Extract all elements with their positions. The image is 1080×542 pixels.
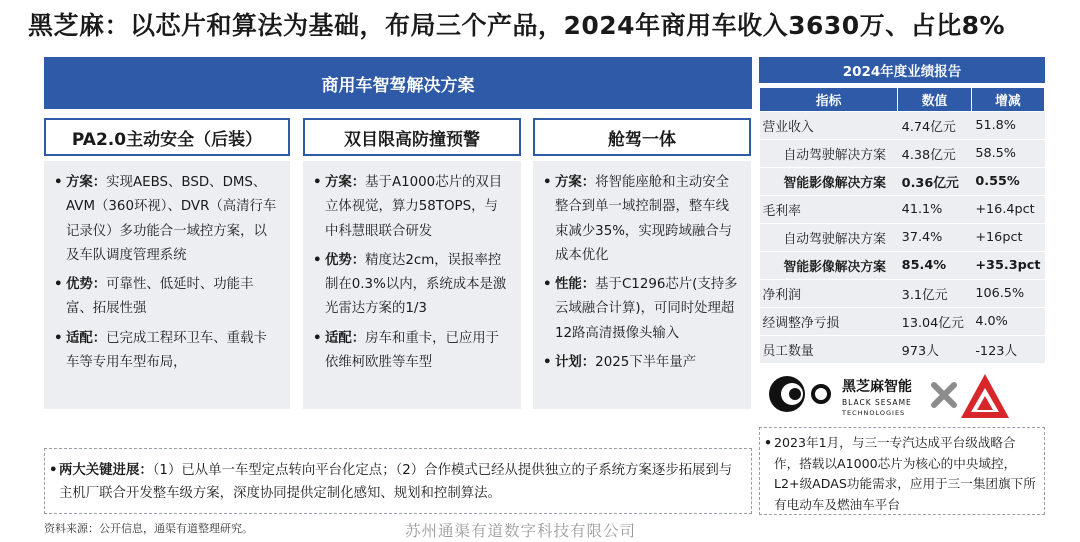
product-bullet	[545, 171, 739, 268]
change-cell: -123人	[971, 336, 1044, 364]
value-cell: 973人	[898, 336, 972, 364]
metric-cell: 经调整净亏损	[760, 308, 898, 336]
bullet-text: 可靠性、低延时、功能丰富、拓展性强	[66, 277, 254, 317]
black-sesame-logo	[769, 376, 829, 412]
header-metric: 指标	[760, 88, 898, 112]
value-cell: 41.1%	[898, 196, 972, 224]
table-row	[760, 336, 1045, 364]
value-cell: 4.38亿元	[898, 140, 972, 168]
bullet-label: 优势：	[325, 252, 366, 268]
bullet-label: 适配：	[66, 330, 107, 346]
logo-row	[759, 372, 1045, 424]
product-bullet	[545, 273, 739, 346]
bullet-label: 方案：	[66, 175, 107, 190]
logo-en2: TECHNOLOGIES	[842, 409, 906, 417]
section-header: 商用车智驾解决方案	[44, 57, 752, 109]
bullet-text: 实现AEBS、BSD、DMS、AVM（360环视）、DVR（高清行车记录仪）多功能合一域控方案，以及车队调度管理系统	[66, 175, 277, 263]
logo-cn: 黑芝麻智能	[842, 379, 912, 395]
product-bullet	[315, 171, 509, 244]
page-title: 黑芝麻：以芯片和算法为基础，布局三个产品，2024年商用车收入3630万、占比8%	[28, 11, 1006, 40]
table-row	[760, 252, 1045, 280]
value-cell: 4.74亿元	[898, 112, 972, 140]
change-cell: 106.5%	[971, 280, 1044, 308]
times-icon	[934, 385, 954, 405]
metric-cell: 智能影像解决方案	[760, 252, 898, 280]
product-title: PA2.0主动安全（后装）	[44, 118, 290, 156]
table-row	[760, 280, 1045, 308]
bullet-label: 计划：	[555, 355, 596, 371]
bullet-label: 性能：	[555, 277, 596, 293]
metric-cell: 自动驾驶解决方案	[760, 140, 898, 168]
change-cell: 51.8%	[971, 112, 1044, 140]
progress-label: 两大关键进展：	[59, 463, 153, 478]
value-cell: 0.36亿元	[898, 168, 972, 196]
metric-cell: 智能影像解决方案	[760, 168, 898, 196]
table-row	[760, 196, 1045, 224]
bullet-label: 适配：	[325, 330, 366, 346]
bullet-text: 2025下半年量产	[595, 355, 697, 371]
product-column-stereo	[303, 118, 521, 409]
performance-table	[759, 87, 1045, 364]
change-cell: 0.55%	[971, 168, 1044, 196]
bullet-text: 精度达2cm，误报率控制在0.3%以内，系统成本是激光雷达方案的1/3	[325, 252, 507, 317]
metric-cell: 营业收入	[760, 112, 898, 140]
source-note: 资料来源：公开信息，通渠有道整理研究。	[44, 522, 253, 535]
bullet-label: 方案：	[325, 175, 366, 190]
report-title: 2024年度业绩报告	[759, 57, 1045, 83]
table-row	[760, 140, 1045, 168]
bullet-text: 基于C1296芯片(支持多云域融合计算)，可同时处理超12路高清摄像头输入	[555, 277, 738, 341]
change-cell: +16.4pct	[971, 196, 1044, 224]
product-title: 双目限高防撞预警	[303, 118, 521, 156]
bullet-text: 房车和重卡，已应用于依维柯欧胜等车型	[325, 330, 500, 371]
product-details	[533, 161, 751, 409]
table-row	[760, 224, 1045, 252]
key-progress-box	[44, 448, 752, 514]
value-cell: 85.4%	[898, 252, 972, 280]
table-row	[760, 308, 1045, 336]
table-row	[760, 112, 1045, 140]
logo-en1: BLACK SESAME	[842, 398, 912, 407]
product-bullet	[56, 327, 278, 376]
bullet-text: 将智能座舱和主动安全整合到单一域控制器，整车线束减少35%，实现跨域融合与成本优化	[555, 175, 733, 263]
table-header-row	[760, 88, 1045, 112]
table-row	[760, 168, 1045, 196]
value-cell: 3.1亿元	[898, 280, 972, 308]
metric-cell: 自动驾驶解决方案	[760, 224, 898, 252]
sany-logo	[961, 374, 1009, 418]
product-bullet	[545, 351, 739, 375]
product-details	[303, 161, 521, 409]
product-bullet	[56, 171, 278, 268]
header-change: 增减	[971, 88, 1044, 112]
product-column-pa2	[44, 118, 290, 409]
metric-cell: 员工数量	[760, 336, 898, 364]
value-cell: 13.04亿元	[898, 308, 972, 336]
progress-text: （1）已从单一车型定点转向平台化定点；（2）合作模式已经从提供独立的子系统方案逐步拓展到与主机厂联合开发整车级方案，深度协同提供定制化感知、规划和控制算法。	[59, 463, 733, 501]
metric-cell: 毛利率	[760, 196, 898, 224]
product-details	[44, 161, 290, 409]
change-cell: 4.0%	[971, 308, 1044, 336]
product-bullet	[315, 249, 509, 322]
partner-note-box	[759, 427, 1045, 515]
change-cell: +35.3pct	[971, 252, 1044, 280]
bullet-label: 方案：	[555, 175, 596, 190]
bullet-label: 优势：	[66, 277, 107, 293]
value-cell: 37.4%	[898, 224, 972, 252]
change-cell: 58.5%	[971, 140, 1044, 168]
change-cell: +16pct	[971, 224, 1044, 252]
product-column-cockpit	[533, 118, 751, 409]
product-bullet	[315, 327, 509, 376]
product-bullet	[56, 273, 278, 322]
partner-note: 2023年1月，与三一专汽达成平台级战略合作，搭载以A1000芯片为核心的中央域控，L2+级ADAS功能需求，应用于三一集团旗下所有电动车及燃油车平台	[774, 435, 1036, 512]
bullet-text: 基于A1000芯片的双目立体视觉，算力58TOPS，与中科慧眼联合研发	[325, 175, 503, 239]
header-value: 数值	[898, 88, 972, 112]
bullet-text: 已完成工程环卫车、重载卡车等专用车型布局，	[66, 330, 267, 371]
logo-graphics	[759, 372, 1045, 424]
metric-cell: 净利润	[760, 280, 898, 308]
company-watermark: 苏州通渠有道数字科技有限公司	[405, 522, 637, 540]
product-title: 舱驾一体	[533, 118, 751, 156]
